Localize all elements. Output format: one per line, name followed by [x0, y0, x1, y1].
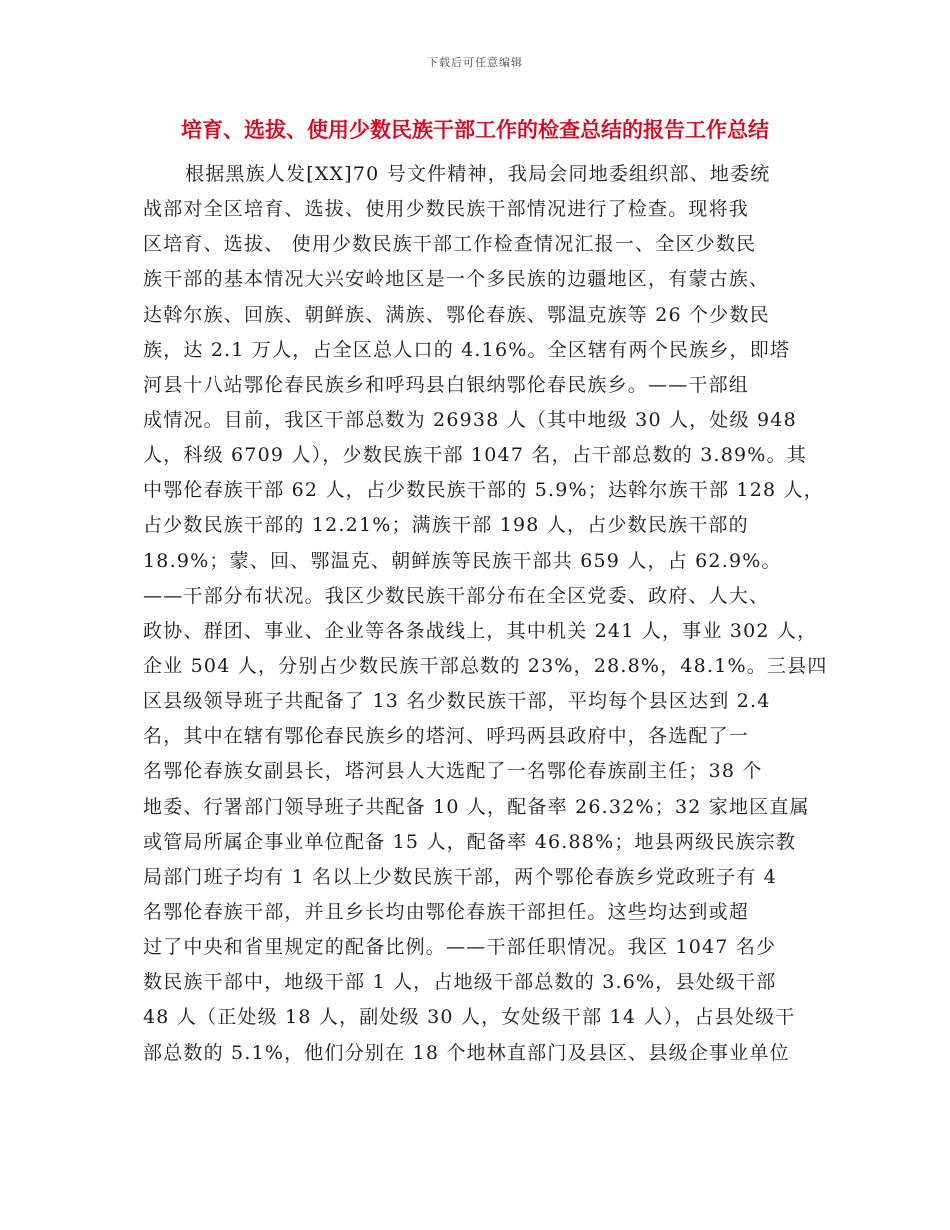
body-line: 18.9%；蒙、回、鄂温克、朝鲜族等民族干部共 659 人，占 62.9%。: [143, 549, 782, 572]
body-line: ——干部分布状况。我区少数民族干部分布在全区党委、政府、人大、: [143, 584, 770, 607]
body-line: 名，其中在辖有鄂伦春民族乡的塔河、呼玛两县政府中，各选配了一: [143, 725, 750, 748]
body-line: 数民族干部中，地级干部 1 人，占地级干部总数的 3.6%，县处级干部: [143, 971, 777, 994]
body-line: 部总数的 5.1%，他们分别在 18 个地林直部门及县区、县级企事业单位: [143, 1041, 790, 1064]
body-line: 战部对全区培育、选拔、使用少数民族干部情况进行了检查。现将我: [143, 198, 750, 221]
body-line: 占少数民族干部的 12.21%；满族干部 198 人，占少数民族干部的: [143, 514, 749, 537]
document-title: 培育、选拔、使用少数民族干部工作的检查总结的报告工作总结: [181, 117, 769, 142]
body-line: 根据黑族人发[XX]70 号文件精神，我局会同地委组织部、地委统: [185, 163, 771, 185]
body-line: 或管局所属企事业单位配备 15 人，配备率 46.88%；地县两级民族宗教: [143, 830, 797, 853]
body-line: 中鄂伦春族干部 62 人，占少数民族干部的 5.9%；达斡尔族干部 128 人，: [143, 479, 824, 502]
body-line: 名鄂伦春族女副县长，塔河县人大选配了一名鄂伦春族副主任；38 个: [143, 760, 763, 783]
body-line: 区县级领导班子共配备了 13 名少数民族干部，平均每个县区达到 2.4: [143, 690, 771, 713]
body-line: 企业 504 人，分别占少数民族干部总数的 23%，28.8%，48.1%。三县四: [143, 654, 828, 677]
header-note: 下载后可任意编辑: [427, 56, 523, 69]
body-line: 局部门班子均有 1 名以上少数民族干部，两个鄂伦春族乡党政班子有 4: [143, 865, 778, 888]
document-body: [143, 157, 828, 1071]
body-line: 地委、行署部门领导班子共配备 10 人，配备率 26.32%；32 家地区直属: [143, 795, 810, 818]
body-line: 区培育、选拔、 使用少数民族干部工作检查情况汇报一、全区少数民: [143, 233, 757, 256]
body-line: 48 人（正处级 18 人，副处级 30 人，女处级干部 14 人），占县处级干: [143, 1006, 796, 1029]
body-line: 河县十八站鄂伦春民族乡和呼玛县白银纳鄂伦春民族乡。——干部组: [143, 373, 750, 396]
body-line: 族干部的基本情况大兴安岭地区是一个多民族的边疆地区，有蒙古族、: [143, 268, 770, 291]
body-line: 达斡尔族、回族、朝鲜族、满族、鄂伦春族、鄂温克族等 26 个少数民: [143, 303, 770, 326]
body-line: 族，达 2.1 万人，占全区总人口的 4.16%。全区辖有两个民族乡，即塔: [143, 338, 791, 361]
body-line: 成情况。目前，我区干部总数为 26938 人（其中地级 30 人，处级 948: [143, 408, 797, 431]
body-line: 政协、群团、事业、企业等各条战线上，其中机关 241 人，事业 302 人，: [143, 619, 818, 642]
body-line: 名鄂伦春族干部，并且乡长均由鄂伦春族干部担任。这些均达到或超: [143, 900, 750, 923]
body-line: 过了中央和省里规定的配备比例。——干部任职情况。我区 1047 名少: [143, 936, 777, 959]
body-line: 人，科级 6709 人），少数民族干部 1047 名，占干部总数的 3.89%。其: [143, 444, 807, 467]
